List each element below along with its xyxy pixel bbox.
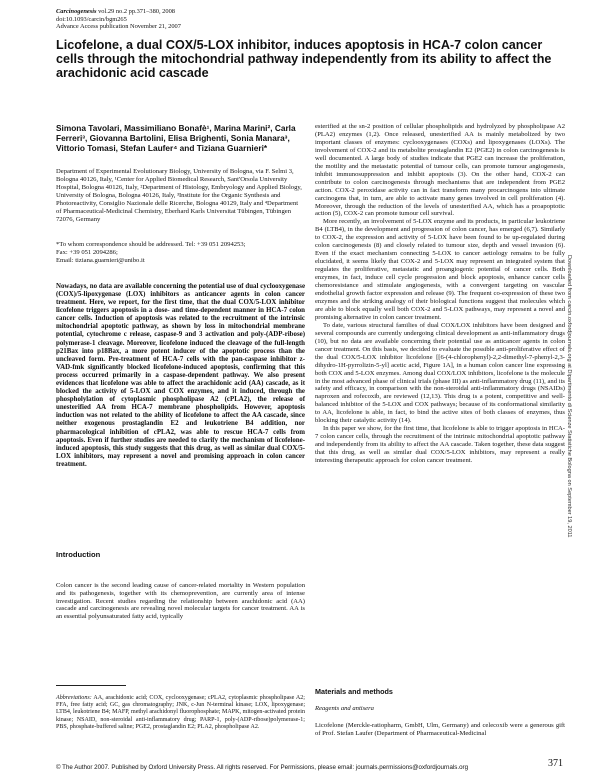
corr-email[interactable]: Email: tiziana.guarnieri@unibo.it (56, 256, 145, 264)
right-column-body (315, 123, 565, 465)
author-list: Simona Tavolari, Massimiliano Bonafè¹, Marina Marini², Carla Ferreri³, Giovanna Bartolini, Elisa Brighenti, Sonia Manara³, Vittorio Tomasi, Stefan Laufer⁴ and Tiziana Guarnieri* (56, 123, 296, 153)
introduction-text: Colon cancer is the second leading cause of cancer-related mortality in Western population and its pathogenesis, together with its chemoprevention, are currently area of intense investigation. Recent studies regarding the relationship between arachidonic acid (AA) cascade and carcinogenesis are revealing novel molecular targets for cancer treatment. AA is an essential polyunsaturated fatty acid, typically (56, 581, 305, 621)
journal-name: Carcinogenesis (56, 8, 97, 15)
abbreviations (56, 695, 305, 731)
journal-citation: vol.29 no.2 pp.371–380, 2008 (98, 8, 175, 15)
right-paragraph-1: esterified at the sn-2 position of cellular phospholipids and hydrolyzed by phospholipase A2 (PLA2) enzymes (1,2). Once released, unesterified AA is mainly metabolized by two important classes of enzymes: cyclooxygenases (COXs) and lipoxygenases (LOXs). The involvement of COX-2 and its metabolite prostaglandin E2 (PGE2) in colon carcinogenesis is well documented. A large body of studies indicate that PGE2 can increase the proliferation, the motility and the metastatic potential of tumour cells, can promote tumour angiogenesis, inhibit immunosuppression and inhibit apoptosis (3). On the other hand, COX-2 can contribute to colon carcinogenesis through mechanisms that are independent from PGE2 action. COX-2 peroxidase activity can in fact transform many procarcinogens into ultimate carcinogens that, in turn, are able to activate many genes involved in cell proliferation (4). Moreover, through the reduction of the levels of unesterified AA, which has a proapoptotic action (5), COX-2 can promote tumour cell survival. (315, 123, 565, 218)
copyright-footer: © The Author 2007. Published by Oxford University Press. All rights reserved. For Permissions, please email: journals.permissions@oxfordjournals.org (56, 764, 469, 771)
abbreviations-text: AA, arachidonic acid; COX, cyclooxygenase; cPLA2, cytoplasmic phospholipase A2; FFA, free fatty acid; GC, gas chromatography; JNK, c-Jun N-terminal kinase; LOX, lipoxygenase; LTB4, leukotriene B4; MAFP, methyl arachidonyl fluorophosphate; MAPK, mitogen-activated protein kinase; NSAID, non-steroidal anti-inflammatory drug; PARP-1, poly-(ADP-ribose)polymerase-1; PBS, phosphate-buffered saline; PGE2, prostaglandin E2; PLA2, phospholipase A2. (56, 695, 305, 730)
reagents-text: Licofelone (Merckle-ratiopharm, GmbH, Ulm, Germany) and celecoxib were a generous gift of Prof. Stefan Laufer (Department of Pharmaceutical-Medicinal (315, 721, 565, 737)
advance-access: Advance Access publication November 21, 2007 (56, 23, 181, 31)
methods-heading: Materials and methods (315, 687, 393, 696)
right-paragraph-4: In this paper we show, for the first time, that licofelone is able to trigger apoptosis in HCA-7 colon cancer cells, through the recruitment of the intrinsic mitochondrial apoptotic pathway and independently from its ability to affect the AA cascade. Taken together, these data suggest that this drug, as well as similar dual COX/5-LOX inhibitors, may represent a really interesting therapeutic approach for colon cancer treatment. (315, 425, 565, 465)
doi[interactable]: doi:10.1093/carcin/bgm265 (56, 15, 127, 23)
reagents-heading: Reagents and antisera (315, 705, 374, 712)
right-paragraph-3: To date, various structural families of dual COX/LOX inhibitors have been designed and several compounds are currently undergoing clinical development as anti-inflammatory drugs (10), but no data are available concerning their potential use as anticancer agents in colon cancer treatment. On this basis, we decided to evaluate the possible anti-proliferative effect of the dual COX/5-LOX inhibitor licofelone [[6-(4-chlorophenyl)-2,2-dimethyl-7-phenyl-2,3-dihydro-1H-pyrrolizin-5-yl] acetic acid, Figure 1A], in a human colon cancer line expressing both COX and 5-LOX enzymes. Among dual COX/LOX inhibitors, licofelone is the molecule in the most advanced phase of clinical trials (phase III) as anti-inflammatory drug (11), and its safety and efficacy, in comparison with the non-steroidal anti-inflammatory drugs (NSAIDs) naproxen and rofecoxib, are reviewed (12,13). This drug is a potent, competitive and well-balanced inhibitor of the 5-LOX and COX pathways; because of its conformational similarity to AA, licofelone is able, in fact, to bind the active sites of both classes of enzymes, thus blocking their catalytic activity (14). (315, 321, 565, 425)
page-number: 371 (548, 758, 563, 769)
affiliations: Department of Experimental Evolutionary Biology, University of Bologna, via F. Selmi 3, Bologna 40126, Italy, ¹Center for Applied Biomedical Research, Sant'Orsola University Hospital, Bologna 40126, Italy, ²Department of Histology, Embryology and Applied Biology, University of Bologna, Bologna 40126, Italy, ³Institute for the Organic Synthesis and Photoreactivity, Consiglio Nazionale delle Ricerche, Bologna 40129, Italy and ⁴Department of Pharmaceutical-Medicinal Chemistry, Eberhard Karls Universitat Tübingen, Tübingen 72076, Germany (56, 168, 302, 223)
right-paragraph-2: More recently, an involvement of 5-LOX enzyme and its products, in particular leukotriene B4 (LTB4), in the development and progression of colon cancer, has emerged (6,7). Similarly to COX-2, the expression and activity of 5-LOX have been found to be up-regulated during colon carcinogenesis (8) and closely related to tumour size, depth and vessel invasion (6). Even if the exact mechanism connecting 5-LOX to cancer aetiology remains to be fully elucidated, it seems likely that COX-2 and 5-LOX may represent an integrated system that regulates the proliferative, metastatic and proangiogenic potential of cancer cells. Both enzymes, in fact, induce cell cycle progression and block apoptosis, enhance cancer cells chemoresistance and stimulate angiogenesis, with a convergent targeting on vascular endothelial growth factor expression and release (9). The frequent co-expression of these two enzymes and the striking analogy of their biological functions suggest that molecules which are able to block equally well both COX-2 and 5-LOX pathways, may represent a novel and promising alternative in colon cancer treatment. (315, 218, 565, 321)
corr-line-2: Fax: +39 051 2094286; (56, 248, 118, 256)
abbreviations-label: Abbreviations: (56, 695, 92, 702)
correspondence (56, 241, 305, 265)
article-title: Licofelone, a dual COX/5-LOX inhibitor, induces apoptosis in HCA-7 colon cancer cells through the mitochondrial pathway independently from its ability to affect the arachidonic acid cascade (56, 38, 552, 80)
introduction-heading: Introduction (56, 550, 101, 559)
journal-header (56, 8, 181, 31)
footnote-separator (56, 685, 126, 686)
abstract: Nowadays, no data are available concerning the potential use of dual cyclooxygenase (COX)/5-lipoxygenase (LOX) inhibitors as anticancer agents in colon cancer treatment. Here, we report, for the first time, that the dual COX/5-LOX inhibitor licofelone triggers apoptosis in a dose- and time-dependent manner in HCA-7 colon cancer cells. Induction of apoptosis was related to the recruitment of the intrinsic mitochondrial apoptotic pathway, as shown by loss in mitochondrial membrane potential, cytochrome c release, caspase-9 and 3 activation and poly-(ADP-ribose) polymerase-1 cleavage. Moreover, licofelone induced the cleavage of the full-length p21Bax into p18Bax, a more potent inducer of the apoptotic process than the uncleaved form. Pre-treatment of HCA-7 cells with the pan-caspase inhibitor z-VAD-fmk significantly blocked licofelone-induced apoptosis, confirming that this process occurred primarily in a caspase-dependent pathway. We also present evidences that licofelone was able to affect the arachidonic acid (AA) cascade, as it blocked the activity of 5-LOX and COX enzymes, and it induced, through the phospholylation of cytoplasmic phospholipase A2 (cPLA2), the release of unesterified AA from HCA-7 membrane phospholipids. However, apoptosis induction was not related to the ability of licofelone to affect the AA cascade, since neither exogenous prostaglandin E2 and leukotriene B4 addition, nor pharmacological inhibition of cPLA2, was able to rescue HCA-7 cells from apoptosis. Even if further studies are needed to clarify the mechanism of licofelone-induced apoptosis, this study suggests that this drug, as well as similar dual COX/5-LOX inhibitors, may represent a novel and promising approach in colon cancer treatment. (56, 282, 305, 468)
corr-line-1: *To whom correspondence should be addressed. Tel: +39 051 2094253; (56, 241, 246, 248)
download-watermark: Downloaded from carcin.oxfordjournals.org at Dipartimento di Scienze Statistiche Bologna on September 19, 2011 (566, 255, 572, 538)
